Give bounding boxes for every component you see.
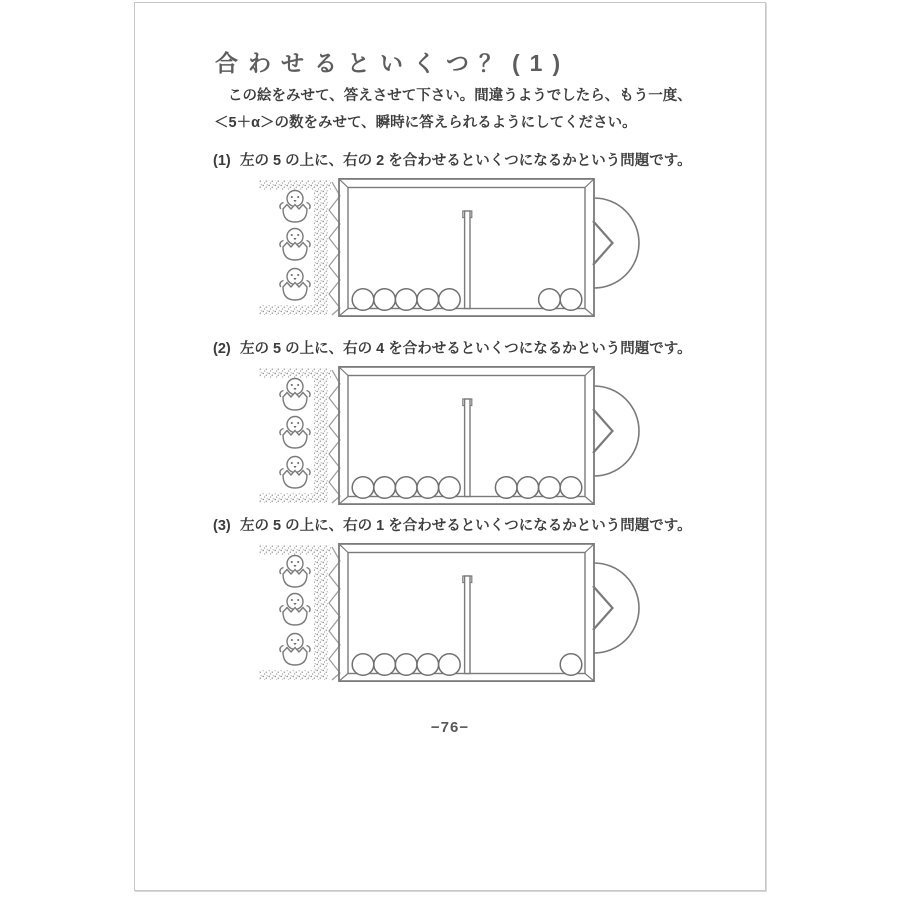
problem-number: (3) [213,518,231,534]
divider-bar [465,211,470,309]
scanned-page [134,2,766,891]
intro-line-2: ＜5＋α＞の数をみせて、瞬時に答えられるようにしてください。 [214,115,637,131]
abacus-illustration-svg [256,543,646,688]
exit-dome [594,563,639,653]
page-number: −76− [430,719,470,736]
hatching-chick-icon [280,457,310,489]
ball-right [560,289,582,311]
ball-left [352,477,374,499]
problem-block [213,514,758,688]
problem-text: 左の 5 の上に、右の 1 を合わせるといくつになるかという問題です。 [240,518,692,534]
ball-left [439,654,461,676]
problem-label [213,337,758,358]
ball-right [517,477,539,499]
hatching-chick-icon [280,229,310,261]
ball-left [395,477,417,499]
hatching-chick-icon [280,269,310,301]
problem-block [213,149,758,323]
problem-label [213,149,758,170]
divider-bar [465,576,470,674]
abacus-illustration-svg [256,366,646,511]
ball-right [495,477,517,499]
abacus-illustration [256,543,646,688]
ball-right [539,477,561,499]
problem-text: 左の 5 の上に、右の 4 を合わせるといくつになるかという問題です。 [240,341,692,357]
ball-left [417,289,439,311]
ball-left [374,477,396,499]
problem-label [213,514,758,535]
page-title: 合わせるといくつ？(1) [215,50,571,76]
abacus-illustration-svg [256,178,646,323]
exit-dome [594,386,639,476]
hatching-chick-icon [280,191,310,223]
hatching-chick-icon [280,556,310,588]
hatching-chick-icon [280,634,310,666]
abacus-illustration [256,178,646,323]
problem-number: (2) [213,341,231,357]
intro-line-1: この絵をみせて、答えさせて下さい。間違うようでしたら、もう一度、 [228,88,692,104]
problem-number: (1) [213,153,231,169]
ball-left [439,289,461,311]
problem-text: 左の 5 の上に、右の 2 を合わせるといくつになるかという問題です。 [240,153,692,169]
ball-left [439,477,461,499]
ball-left [417,654,439,676]
hatching-chick-icon [280,417,310,449]
divider-bar [465,399,470,497]
ball-left [417,477,439,499]
ball-left [352,289,374,311]
ball-left [395,654,417,676]
ball-left [352,654,374,676]
problems-list [135,3,765,890]
ball-left [395,289,417,311]
exit-dome [594,198,639,288]
ball-right [560,477,582,499]
hatching-chick-icon [280,379,310,411]
hatching-chick-icon [280,594,310,626]
ball-left [374,654,396,676]
ball-right [560,654,582,676]
abacus-illustration [256,366,646,511]
ball-left [374,289,396,311]
ball-right [539,289,561,311]
problem-block [213,337,758,511]
